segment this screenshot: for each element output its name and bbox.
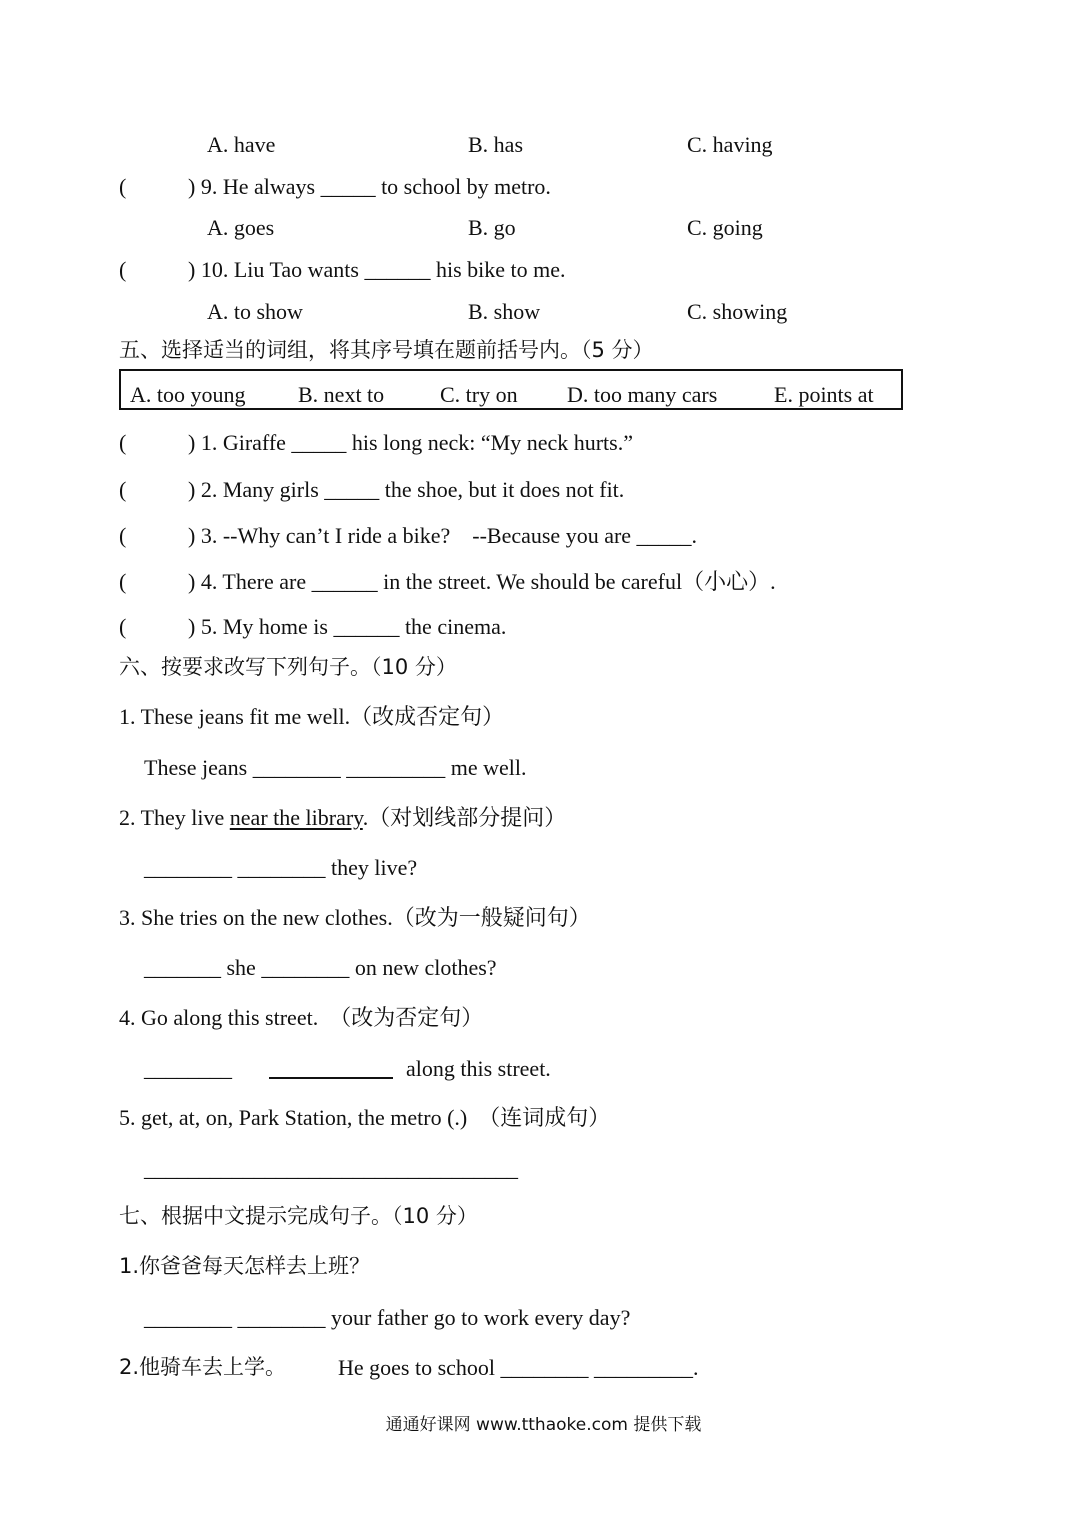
q10-open-paren: (: [119, 257, 127, 282]
q9-open-paren: (: [119, 174, 127, 199]
choice-e: E. points at: [774, 382, 874, 407]
q8-option-b: B. has: [468, 132, 523, 157]
s6-a3: _______ she ________ on new clothes?: [144, 955, 497, 980]
s6-q4: 4. Go along this street. （改为否定句）: [119, 1005, 484, 1030]
section5-title: 五、选择适当的词组，将其序号填在题前括号内。（5 分）: [119, 338, 654, 362]
q10-option-a: A. to show: [207, 299, 303, 324]
q9-option-a: A. goes: [207, 215, 275, 240]
s5-q2: ) 2. Many girls _____ the shoe, but it does not fit.: [188, 477, 625, 502]
section5-choice-box: [119, 369, 903, 410]
s7-q1: 1.你爸爸每天怎样去上班？: [119, 1254, 371, 1278]
s7-q2-cn: 2.他骑车去上学。: [119, 1355, 287, 1379]
s5-q3: ) 3. --Why can’t I ride a bike? --Because you are _____.: [188, 523, 698, 548]
s5-q5-open-paren: (: [119, 614, 127, 639]
s6-q2: [119, 807, 566, 829]
choice-a: A. too young: [130, 382, 246, 407]
s6-a4-post: along this street.: [406, 1056, 551, 1081]
s6-a4-pre: ________: [144, 1056, 232, 1081]
s6-q2-pre: 2. They live: [119, 805, 230, 830]
s5-q4-open-paren: (: [119, 569, 127, 594]
s6-a2: ________ ________ they live?: [144, 855, 418, 880]
choice-b: B. next to: [298, 382, 385, 407]
q10-option-b: B. show: [468, 299, 541, 324]
s6-q5: 5. get, at, on, Park Station, the metro (.) （连词成句）: [119, 1105, 611, 1130]
section7-title: 七、根据中文提示完成句子。（10 分）: [119, 1204, 478, 1228]
s7-q2-en: He goes to school ________ _________.: [338, 1355, 699, 1380]
s5-q1: ) 1. Giraffe _____ his long neck: “My neck hurts.”: [188, 430, 633, 455]
s6-a5: __________________________________: [144, 1156, 518, 1181]
s5-q5: ) 5. My home is ______ the cinema.: [188, 614, 507, 639]
s6-q1: 1. These jeans fit me well.（改成否定句）: [119, 704, 505, 729]
s5-q2-open-paren: (: [119, 477, 127, 502]
s5-q1-open-paren: (: [119, 430, 127, 455]
s6-a4-blank-line: [269, 1077, 393, 1079]
q9-text: ) 9. He always _____ to school by metro.: [188, 174, 551, 199]
q10-option-c: C. showing: [687, 299, 788, 324]
s6-q3: 3. She tries on the new clothes.（改为一般疑问句）: [119, 905, 591, 930]
s5-q3-open-paren: (: [119, 523, 127, 548]
choice-d: D. too many cars: [567, 382, 718, 407]
q8-option-c: C. having: [687, 132, 773, 157]
s6-a1: These jeans ________ _________ me well.: [144, 755, 527, 780]
s7-a1: ________ ________ your father go to work every day?: [144, 1305, 631, 1330]
s6-q2-post: .（对划线部分提问）: [362, 805, 567, 830]
q9-option-c: C. going: [687, 215, 763, 240]
choice-c: C. try on: [440, 382, 518, 407]
q10-text: ) 10. Liu Tao wants ______ his bike to me.: [188, 257, 566, 282]
s5-q4: ) 4. There are ______ in the street. We should be careful（小心）.: [188, 569, 776, 594]
page-footer: 通通好课网 www.tthaoke.com 提供下载: [385, 1415, 702, 1435]
q9-option-b: B. go: [468, 215, 516, 240]
s6-q2-underlined: near the library: [229, 805, 363, 830]
q8-option-a: A. have: [207, 132, 276, 157]
section6-title: 六、按要求改写下列句子。（10 分）: [119, 655, 457, 679]
